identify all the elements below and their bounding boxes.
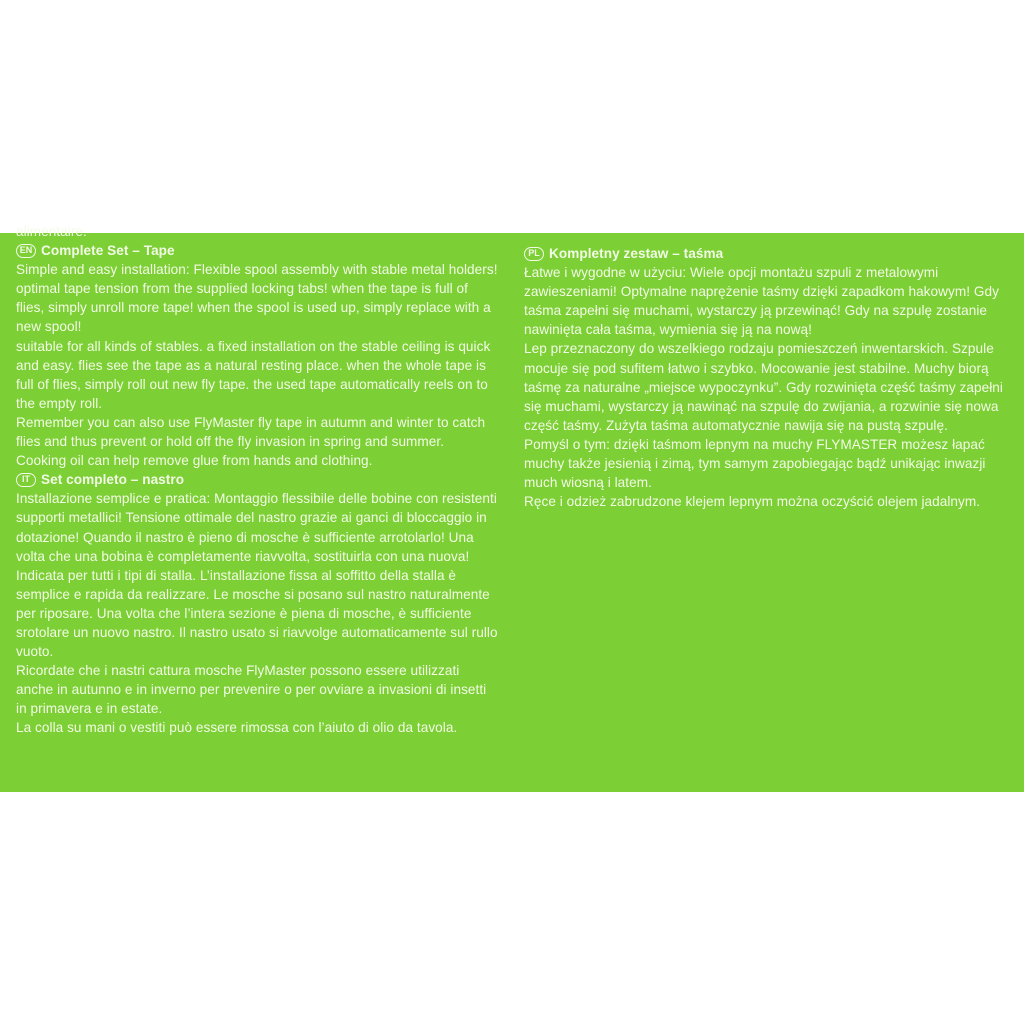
section-title: Set completo – nastro (41, 472, 185, 488)
language-badge-icon: IT (16, 473, 36, 487)
paragraph: Lep przeznaczony do wszelkiego rodzaju pomieszczeń inwentarskich. Szpule mocuje się pod sufitem łatwo i szybko. Mocowanie jest stabilne. Muchy biorą taśmę za naturalne „miejsce wypoczynku”. Gdy rozwinięta część taśmy zapełni się muchami, wystarczy ją nawinąć na szpulę do zwijania, a rozwinie się nowa część taśmy. Zużyta taśma automatycznie nawija się na pustą szpulę. (524, 341, 1003, 433)
section-title: Kompletny zestaw – taśma (549, 246, 724, 261)
paragraph: Ręce i odzież zabrudzone klejem lepnym można oczyścić olejem jadalnym. (524, 494, 981, 510)
paragraph: Pomyśl o tym: dzięki taśmom lepnym na muchy FLYMASTER możesz łapać muchy także jesienią i zimą, tym samym zapobiegając bądź unikając inwazji much wiosną i latem. (524, 436, 986, 491)
section-heading (524, 244, 1016, 263)
paragraph: Ricordate che i nastri cattura mosche FlyMaster possono essere utilizzati anche in autunno e in inverno per prevenire o per ovviare a invasioni di insetti in primavera e in estate. (16, 663, 487, 717)
section-title: Complete Set – Tape (41, 243, 175, 259)
language-badge-icon: EN (16, 244, 36, 258)
right-column (524, 244, 1016, 511)
language-badge-icon: PL (524, 247, 544, 261)
section-it (16, 470, 498, 737)
left-column (16, 222, 498, 738)
paragraph: suitable for all kinds of stables. a fixed installation on the stable ceiling is quick and easy. flies see the tape as a natural resting place. when the whole tape is full of flies, simply roll out new fly tape. the used tape automatically reels on to the empty roll. (16, 338, 491, 411)
paragraph: La colla su mani o vestiti può essere rimossa con l’aiuto di olio da tavola. (16, 720, 458, 736)
paragraph: Simple and easy installation: Flexible spool assembly with stable metal holders! optimal tape tension from the supplied locking tabs! when the tape is full of flies, simply unroll more tape! when the spool is used up, simply replace with a new spool! (16, 262, 498, 335)
paragraph: Cooking oil can help remove glue from hands and clothing. (16, 453, 373, 469)
cut-off-text-fragment: alimentaire. (16, 224, 87, 239)
section-heading (16, 241, 498, 260)
section-heading (16, 470, 498, 489)
section-en (16, 241, 498, 470)
paragraph: Łatwe i wygodne w użyciu: Wiele opcji montażu szpuli z metalowymi zawieszeniami! Optymalne naprężenie taśmy dzięki zapadkom hakowym! Gdy taśma zapełni się muchami, wystarczy ją przewinąć! Gdy na szpulę zostanie nawinięta cała taśma, wymienia się ją na nową! (524, 265, 999, 338)
section-pl (524, 244, 1016, 511)
paragraph: Indicata per tutti i tipi di stalla. L’installazione fissa al soffitto della stalla è semplice e rapida da realizzare. Le mosche si posano sul nastro naturalmente per riposare. Una volta che l’intera sezione è piena di mosche, è sufficiente srotolare un nuovo nastro. Il nastro usato si riavvolge automaticamente sul rullo vuoto. (16, 567, 498, 660)
paragraph: Remember you can also use FlyMaster fly tape in autumn and winter to catch flies and thus prevent or hold off the fly invasion in spring and summer. (16, 414, 486, 450)
paragraph: Installazione semplice e pratica: Montaggio flessibile delle bobine con resistenti supporti metallici! Tensione ottimale del nastro grazie ai ganci di bloccaggio in dotazione! Quando il nastro è pieno di mosche è sufficiente arrotolarlo! Una volta che una bobina è completamente riavvolta, sostituirla con una nuova! (16, 491, 497, 564)
green-label-band (0, 224, 1024, 792)
